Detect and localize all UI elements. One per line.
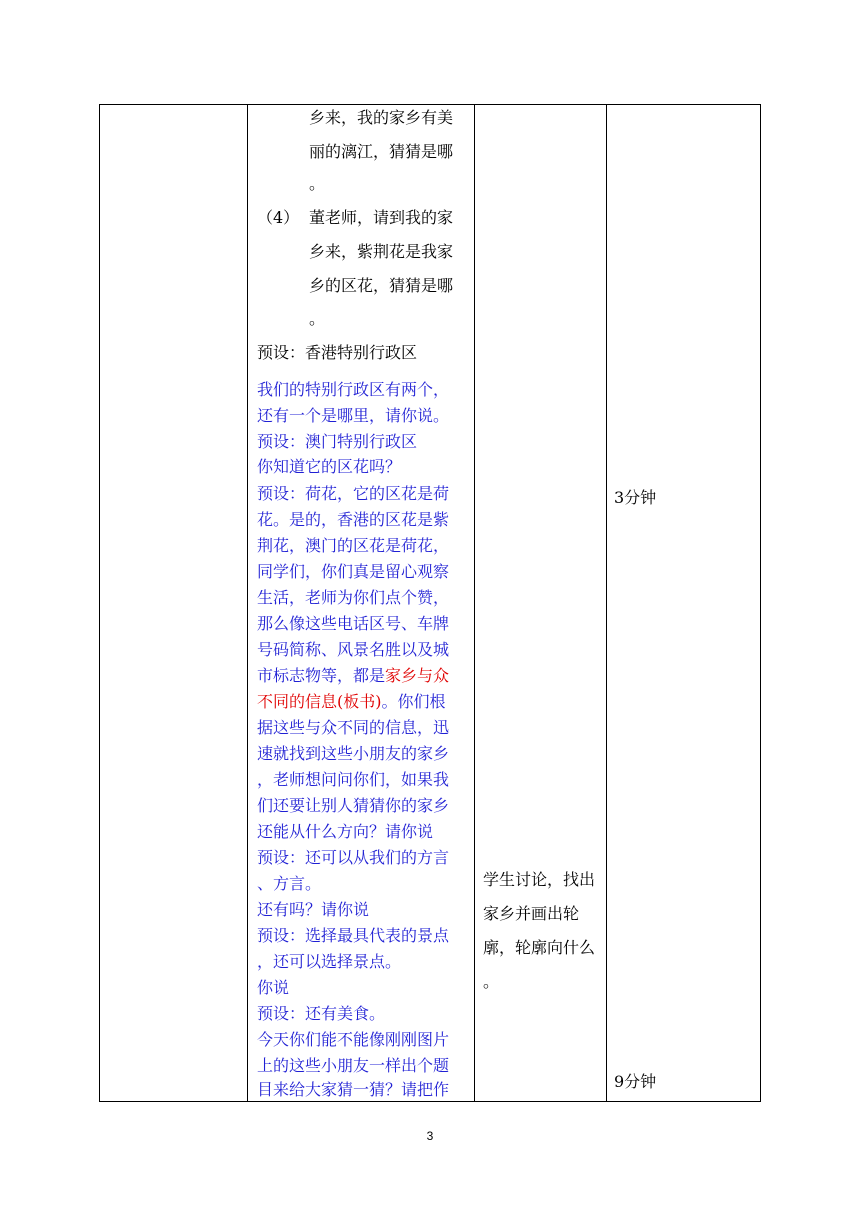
item-number: （4） <box>257 208 300 227</box>
board-writing-text: 不同的信息(板书) <box>257 692 382 711</box>
text-line: 还能从什么方向？请你说 <box>257 822 434 841</box>
text-line: 那么像这些电话区号、车牌 <box>257 614 450 633</box>
text-line: 学生讨论，找出 <box>483 870 596 889</box>
column-divider <box>247 104 248 1102</box>
text-line: 上的这些小朋友一样出个题 <box>257 1056 450 1075</box>
text-line: 预设：还有美食。 <box>257 1004 386 1023</box>
text-line: 你说 <box>257 978 290 997</box>
text-line: 、方言。 <box>257 874 322 893</box>
text-line: 。 <box>483 972 500 991</box>
text-line: 还有一个是哪里，请你说。 <box>257 406 450 425</box>
text-line: 预设：还可以从我们的方言 <box>257 848 450 867</box>
text-line: 丽的漓江，猜猜是哪 <box>309 142 454 161</box>
time-label: 9分钟 <box>614 1072 657 1091</box>
text-line: 乡来，紫荆花是我家 <box>309 242 454 261</box>
text-line: ，还可以选择景点。 <box>257 952 402 971</box>
column-divider <box>606 104 607 1102</box>
text-line: 据这些与众不同的信息，迅 <box>257 718 450 737</box>
text-line: 预设：荷花，它的区花是荷 <box>257 484 450 503</box>
text-line: 我们的特别行政区有两个， <box>257 380 450 399</box>
text-line: 花。是的，香港的区花是紫 <box>257 510 450 529</box>
text-line: 速就找到这些小朋友的家乡 <box>257 744 450 763</box>
text-line: 还有吗？请你说 <box>257 900 370 919</box>
text-span: 。你们根 <box>381 692 446 711</box>
text-line: 们还要让别人猜猜你的家乡 <box>257 796 450 815</box>
text-line: 家乡并画出轮 <box>483 904 580 923</box>
text-line: 廓，轮廓向什么 <box>483 938 596 957</box>
text-line: 董老师，请到我的家 <box>309 208 454 227</box>
text-line: ，老师想问问你们，如果我 <box>257 770 450 789</box>
text-line: 号码简称、风景名胜以及城 <box>257 640 450 659</box>
board-writing-text: 家乡与众 <box>385 666 450 685</box>
text-line: 同学们，你们真是留心观察 <box>257 562 450 581</box>
column-divider <box>474 104 475 1102</box>
text-line: 预设：选择最具代表的景点 <box>257 926 450 945</box>
text-line: 乡来，我的家乡有美 <box>309 108 454 127</box>
text-line <box>257 692 446 712</box>
time-label: 3分钟 <box>614 488 657 507</box>
text-line: 乡的区花，猜猜是哪 <box>309 276 454 295</box>
page-number: 3 <box>426 1129 434 1143</box>
text-line: 荆花，澳门的区花是荷花， <box>257 536 450 555</box>
text-line: 。 <box>309 174 326 193</box>
text-line: 预设：澳门特别行政区 <box>257 432 418 451</box>
text-line: 生活，老师为你们点个赞， <box>257 588 450 607</box>
text-line: 。 <box>309 309 326 328</box>
preset-text: 预设：香港特别行政区 <box>257 343 418 362</box>
text-line: 今天你们能不能像刚刚图片 <box>257 1030 450 1049</box>
text-line: 你知道它的区花吗？ <box>257 457 402 476</box>
text-line <box>257 666 449 686</box>
text-line: 目来给大家猜一猜？请把作 <box>257 1080 450 1099</box>
text-span: 市标志物等，都是 <box>257 666 386 685</box>
